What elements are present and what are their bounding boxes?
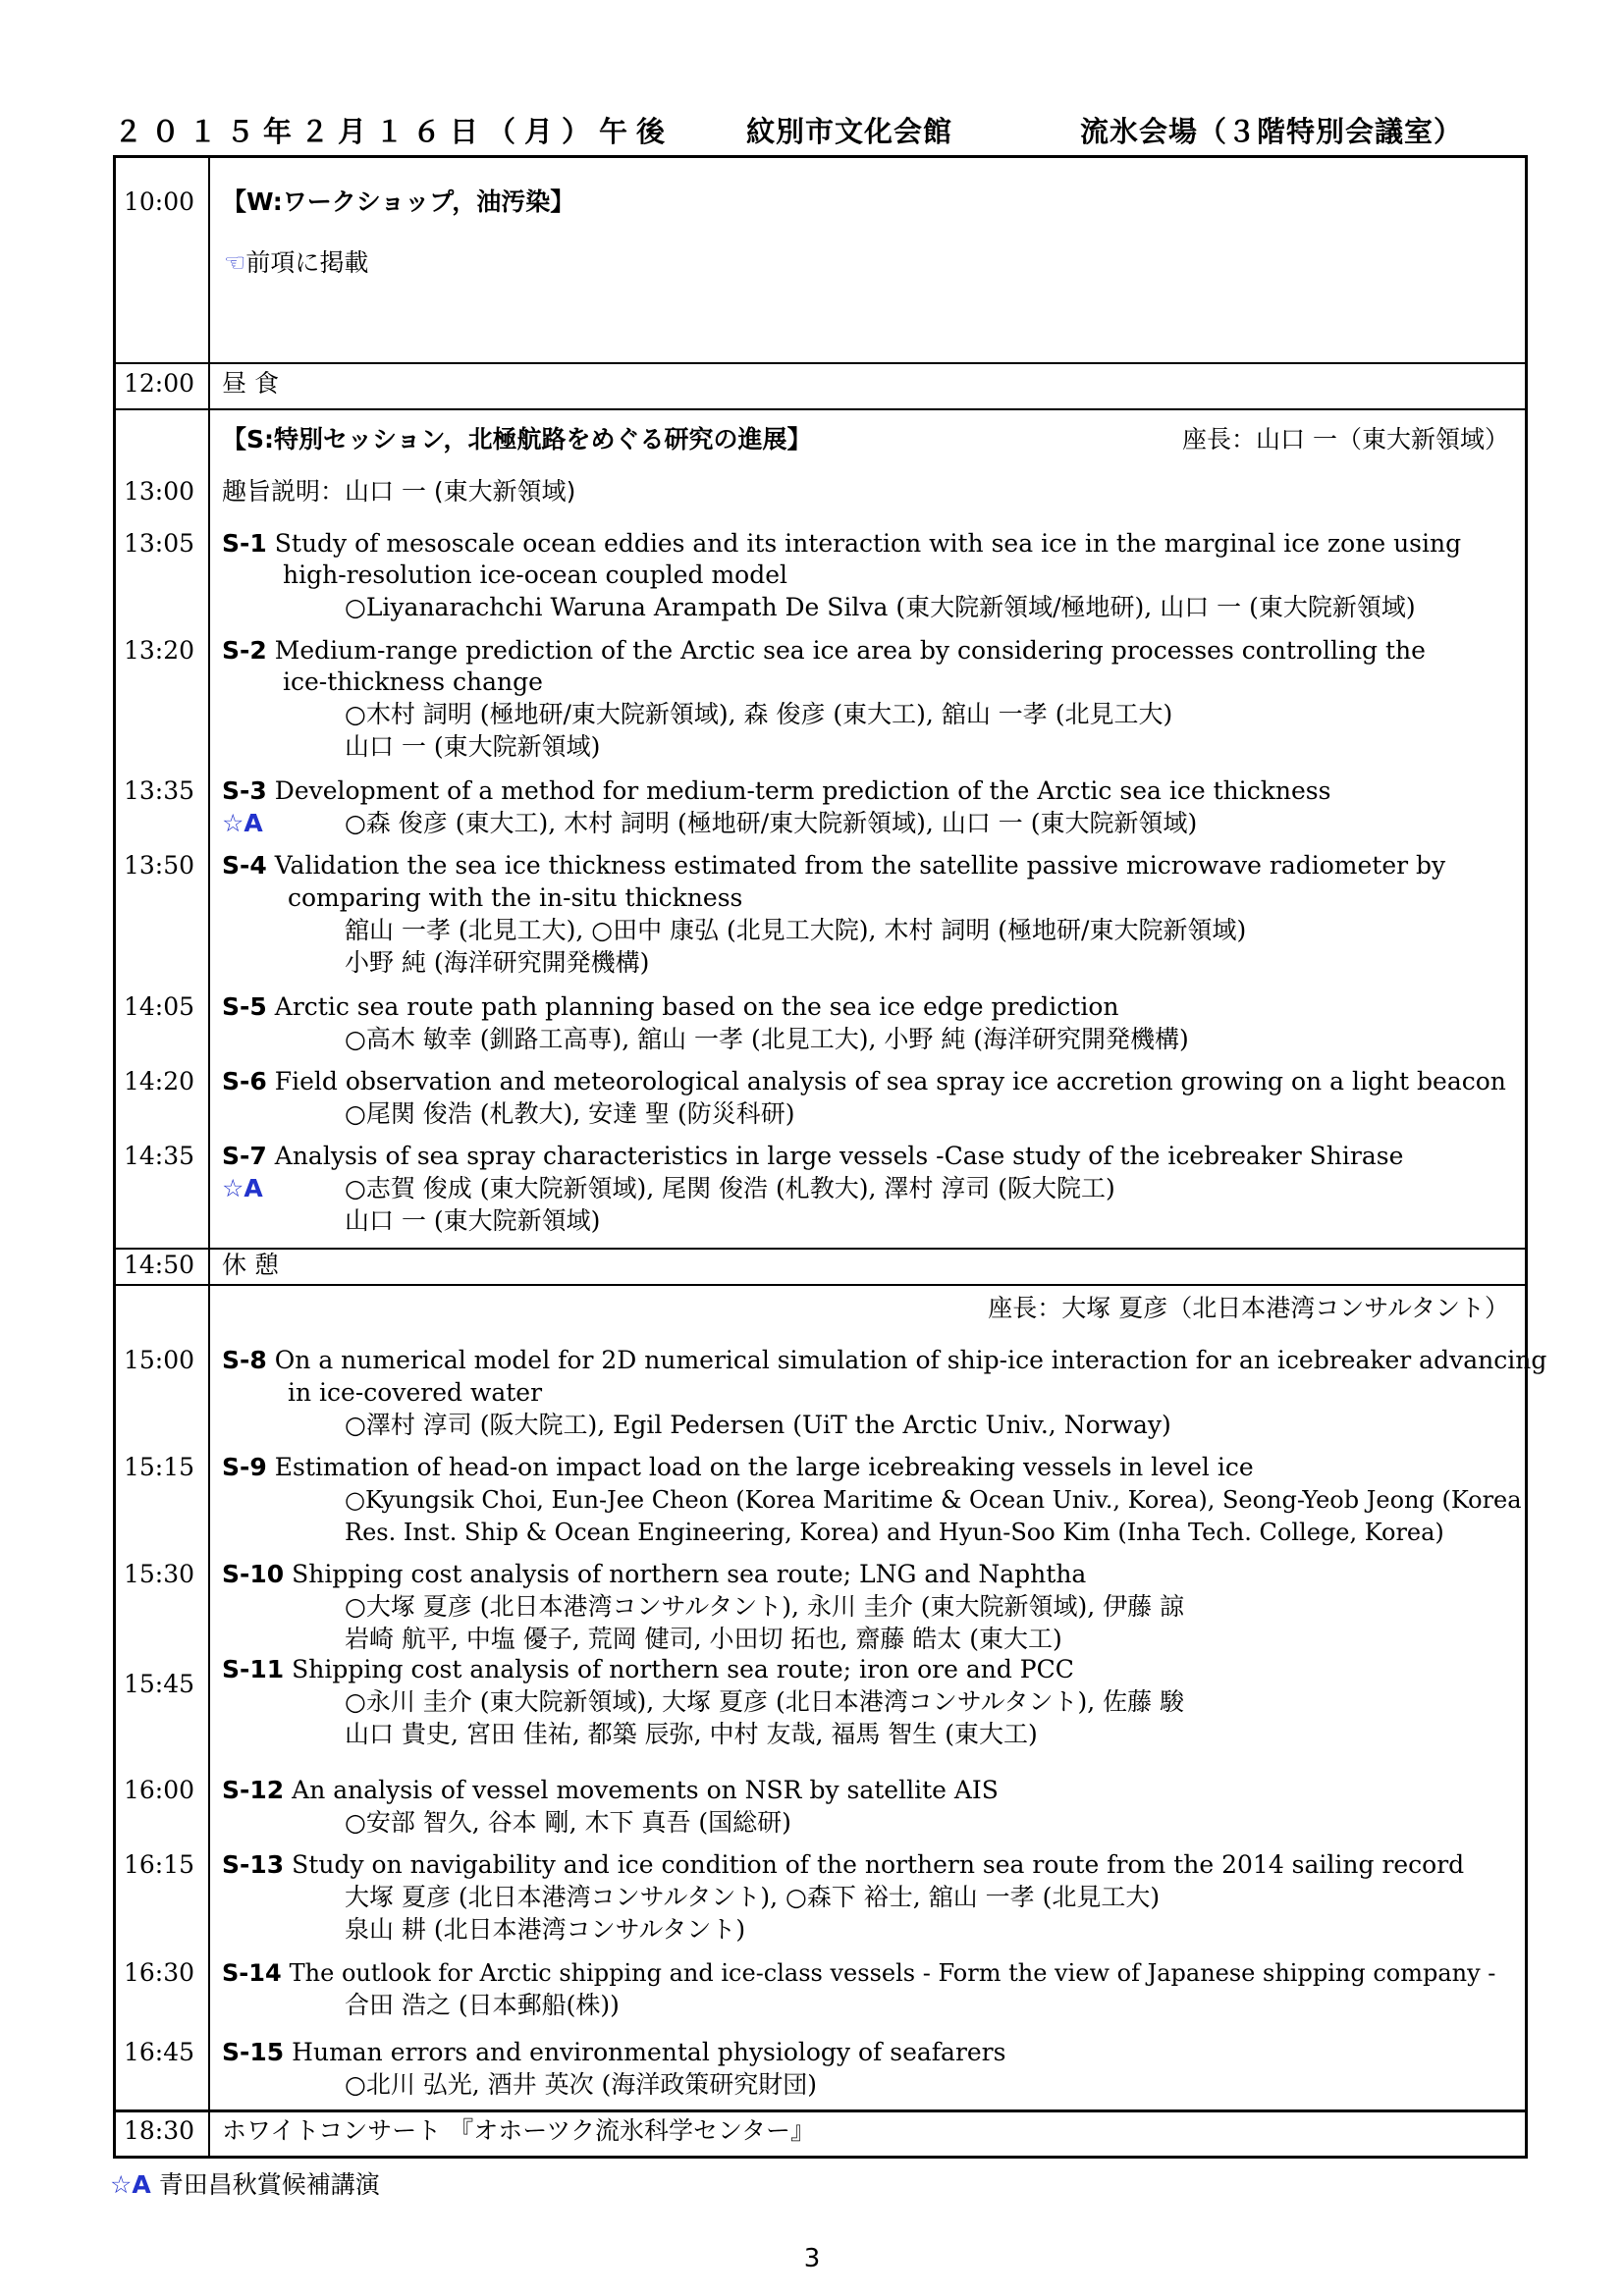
talk-title-text: Shipping cost analysis of northern sea route; LNG and Naphtha xyxy=(292,1560,1087,1588)
talk-authors-s14: 合田 浩之 (日本郵船(株)) xyxy=(345,1991,620,2019)
talk-code: S-4 xyxy=(222,851,267,880)
talk-authors-s4: 舘山 一孝 (北見工大), ○田中 康弘 (北見工大院), 木村 詞明 (極地研/東大院新領域) xyxy=(345,916,1247,944)
talk-title-text: Human errors and environmental physiology of seafarers xyxy=(292,2038,1006,2066)
time-s14: 16:30 xyxy=(124,1958,195,1987)
time-s3: 13:35 xyxy=(124,776,195,805)
talk-title-text: Analysis of sea spray characteristics in large vessels -Case study of the icebreaker Shirase xyxy=(274,1142,1404,1170)
row-divider xyxy=(116,362,1525,364)
talk-title-text: Validation the sea ice thickness estimated from the satellite passive microwave radiometer by xyxy=(274,851,1446,880)
talk-code: S-3 xyxy=(222,776,267,805)
talk-code: S-12 xyxy=(222,1776,285,1804)
talk-authors-s3: ○森 俊彦 (東大工), 木村 詞明 (極地研/東大院新領域), 山口 一 (東大院新領域) xyxy=(345,809,1198,837)
talk-title-text: Shipping cost analysis of northern sea route; iron ore and PCC xyxy=(292,1655,1074,1683)
talk-code: S-9 xyxy=(222,1453,267,1481)
time-s9: 15:15 xyxy=(124,1453,195,1481)
award-candidate-mark: ☆A xyxy=(222,809,263,837)
talk-title-text: Study on navigability and ice condition of the northern sea route from the 2014 sailing record xyxy=(292,1850,1465,1879)
talk-title-s6 xyxy=(222,1067,1506,1096)
schedule-table xyxy=(113,155,1547,2159)
talk-authors-cont-s10: 岩崎 航平, 中塩 優子, 荒岡 健司, 小田切 拓也, 齋藤 皓太 (東大工) xyxy=(345,1625,1062,1653)
workshop-note-text: 前項に掲載 xyxy=(245,248,369,277)
time-s15: 16:45 xyxy=(124,2038,195,2066)
time-s12: 16:00 xyxy=(124,1776,195,1804)
talk-code: S-5 xyxy=(222,992,267,1021)
talk-authors-s2: ○木村 詞明 (極地研/東大院新領域), 森 俊彦 (東大工), 舘山 一孝 (北見工大) xyxy=(345,700,1173,728)
room-name: 流氷会場（３階特別会議室） xyxy=(1080,115,1464,148)
talk-title-cont-s8: in ice-covered water xyxy=(288,1378,543,1407)
talk-code: S-2 xyxy=(222,636,267,665)
talk-authors-cont-s9: Res. Inst. Ship & Ocean Engineering, Korea) and Hyun-Soo Kim (Inha Tech. College, Korea) xyxy=(345,1519,1444,1546)
talk-authors-cont-s4: 小野 純 (海洋研究開発機構) xyxy=(345,948,650,977)
time-s6: 14:20 xyxy=(124,1067,195,1095)
talk-title-text: Development of a method for medium-term prediction of the Arctic sea ice thickness xyxy=(274,776,1331,805)
talk-title-s1 xyxy=(222,529,1461,559)
page-header xyxy=(108,110,1532,147)
talk-authors-s12: ○安部 智久, 谷本 剛, 木下 真吾 (国総研) xyxy=(345,1808,791,1837)
talk-title-text: The outlook for Arctic shipping and ice-class vessels - Form the view of Japanese shipping company - xyxy=(289,1959,1496,1987)
time-s8: 15:00 xyxy=(124,1346,195,1374)
talk-authors-s10: ○大塚 夏彦 (北日本港湾コンサルタント), 永川 圭介 (東大院新領域), 伊藤 諒 xyxy=(345,1592,1185,1621)
talk-authors-s1: ○Liyanarachchi Waruna Arampath De Silva (東大院新領域/極地研), 山口 一 (東大院新領域) xyxy=(345,593,1416,621)
talk-title-s3 xyxy=(222,776,1330,806)
time-s1: 13:05 xyxy=(124,529,195,558)
award-candidate-mark: ☆A xyxy=(110,2170,151,2199)
time-break: 14:50 xyxy=(124,1251,195,1279)
venue-name: 紋別市文化会館 xyxy=(746,115,953,148)
talk-authors-s8: ○澤村 淳司 (阪大院工), Egil Pedersen (UiT the Arctic Univ., Norway) xyxy=(345,1411,1171,1439)
talk-code: S-6 xyxy=(222,1067,267,1095)
time-s10: 15:30 xyxy=(124,1560,195,1588)
talk-authors-cont-s7: 山口 一 (東大院新領域) xyxy=(345,1206,601,1235)
time-s4: 13:50 xyxy=(124,851,195,880)
footnote-text: 青田昌秋賞候補講演 xyxy=(158,2170,380,2199)
session-date: ２０１５年２月１６日（月）午後 xyxy=(114,115,675,148)
talk-title-text: An analysis of vessel movements on NSR by satellite AIS xyxy=(292,1776,999,1804)
talk-title-s13 xyxy=(222,1850,1464,1880)
talk-title-text: Arctic sea route path planning based on the sea ice edge prediction xyxy=(274,992,1119,1021)
talk-authors-s9: ○Kyungsik Choi, Eun-Jee Cheon (Korea Maritime & Ocean Univ., Korea), Seong-Yeob Jeong (Korea xyxy=(345,1486,1522,1514)
talk-title-text: Estimation of head-on impact load on the large icebreaking vessels in level ice xyxy=(274,1453,1254,1481)
talk-title-s11 xyxy=(222,1655,1074,1684)
talk-title-s14 xyxy=(222,1958,1495,1988)
time-s5: 14:05 xyxy=(124,992,195,1021)
talk-code: S-14 xyxy=(222,1959,282,1987)
talk-authors-s7: ○志賀 俊成 (東大院新領域), 尾関 俊浩 (札教大), 澤村 淳司 (阪大院工) xyxy=(345,1174,1115,1202)
talk-title-s2 xyxy=(222,636,1426,666)
talk-title-s12 xyxy=(222,1776,999,1805)
talk-authors-s6: ○尾関 俊浩 (札教大), 安達 聖 (防災科研) xyxy=(345,1099,795,1128)
talk-title-s15 xyxy=(222,2038,1005,2067)
time-s13: 16:15 xyxy=(124,1850,195,1879)
talk-code: S-13 xyxy=(222,1850,285,1879)
talk-title-text: On a numerical model for 2D numerical simulation of ship-ice interaction for an icebreaker advancing xyxy=(274,1346,1547,1374)
talk-code: S-11 xyxy=(222,1655,285,1683)
session-chair: 座長：山口 一（東大新領域） xyxy=(1182,425,1509,454)
time-intro: 13:00 xyxy=(124,477,195,506)
talk-title-text: Medium-range prediction of the Arctic sea ice area by considering processes controlling the xyxy=(274,636,1426,665)
talk-authors-s15: ○北川 弘光, 酒井 英次 (海洋政策研究財団) xyxy=(345,2070,818,2099)
concert-label: ホワイトコンサート 『オホーツク流氷科学センター』 xyxy=(222,2116,815,2145)
time-s11: 15:45 xyxy=(124,1670,195,1698)
lunch-label: 昼 食 xyxy=(222,369,279,398)
talk-title-s10 xyxy=(222,1560,1086,1589)
time-workshop: 10:00 xyxy=(124,187,195,216)
pointing-hand-icon: ☜ xyxy=(224,248,246,277)
talk-code: S-1 xyxy=(222,529,267,558)
talk-title-s7 xyxy=(222,1142,1403,1171)
time-column-divider xyxy=(208,158,210,2156)
session-chair-2: 座長：大塚 夏彦（北日本港湾コンサルタント） xyxy=(988,1294,1509,1322)
talk-authors-s5: ○高木 敏幸 (釧路工高専), 舘山 一孝 (北見工大), 小野 純 (海洋研究開発機構) xyxy=(345,1025,1189,1053)
talk-title-cont-s1: high-resolution ice-ocean coupled model xyxy=(283,561,788,589)
talk-authors-cont-s11: 山口 貴史, 宮田 佳祐, 都築 辰弥, 中村 友哉, 福馬 智生 (東大工) xyxy=(345,1720,1038,1748)
talk-code: S-7 xyxy=(222,1142,267,1170)
talk-title-s8 xyxy=(222,1346,1546,1375)
talk-title-s9 xyxy=(222,1453,1254,1482)
talk-authors-cont-s2: 山口 一 (東大院新領域) xyxy=(345,732,601,761)
page-number: 3 xyxy=(803,2244,821,2273)
workshop-title: 【W:ワークショップ，油汚染】 xyxy=(222,187,575,216)
session-intro: 趣旨説明：山口 一 (東大新領域) xyxy=(222,477,576,506)
talk-authors-cont-s13: 泉山 耕 (北日本港湾コンサルタント) xyxy=(345,1915,746,1944)
talk-title-cont-s4: comparing with the in-situ thickness xyxy=(288,883,743,912)
time-lunch: 12:00 xyxy=(124,369,195,398)
break-label: 休 憩 xyxy=(222,1251,279,1279)
talk-title-text: Field observation and meteorological analysis of sea spray ice accretion growing on a light beacon xyxy=(274,1067,1506,1095)
row-divider xyxy=(116,1248,1525,1250)
talk-authors-s11: ○永川 圭介 (東大院新領域), 大塚 夏彦 (北日本港湾コンサルタント), 佐藤 駿 xyxy=(345,1687,1185,1716)
talk-title-cont-s2: ice-thickness change xyxy=(283,667,543,696)
talk-code: S-8 xyxy=(222,1346,267,1374)
talk-authors-s13: 大塚 夏彦 (北日本港湾コンサルタント), ○森下 裕士, 舘山 一孝 (北見工大) xyxy=(345,1883,1161,1911)
footnote xyxy=(110,2165,380,2201)
talk-title-text: Study of mesoscale ocean eddies and its interaction with sea ice in the marginal ice zone using xyxy=(274,529,1462,558)
row-divider xyxy=(116,1284,1525,1286)
award-candidate-mark: ☆A xyxy=(222,1174,263,1202)
time-s7: 14:35 xyxy=(124,1142,195,1170)
talk-title-s5 xyxy=(222,992,1118,1022)
talk-code: S-15 xyxy=(222,2038,285,2066)
time-concert: 18:30 xyxy=(124,2116,195,2145)
talk-title-s4 xyxy=(222,851,1445,881)
workshop-note xyxy=(224,248,368,278)
row-divider xyxy=(116,408,1525,410)
talk-code: S-10 xyxy=(222,1560,285,1588)
time-s2: 13:20 xyxy=(124,636,195,665)
session-title: 【S:特別セッション，北極航路をめぐる研究の進展】 xyxy=(222,425,812,454)
row-divider xyxy=(116,2109,1525,2112)
